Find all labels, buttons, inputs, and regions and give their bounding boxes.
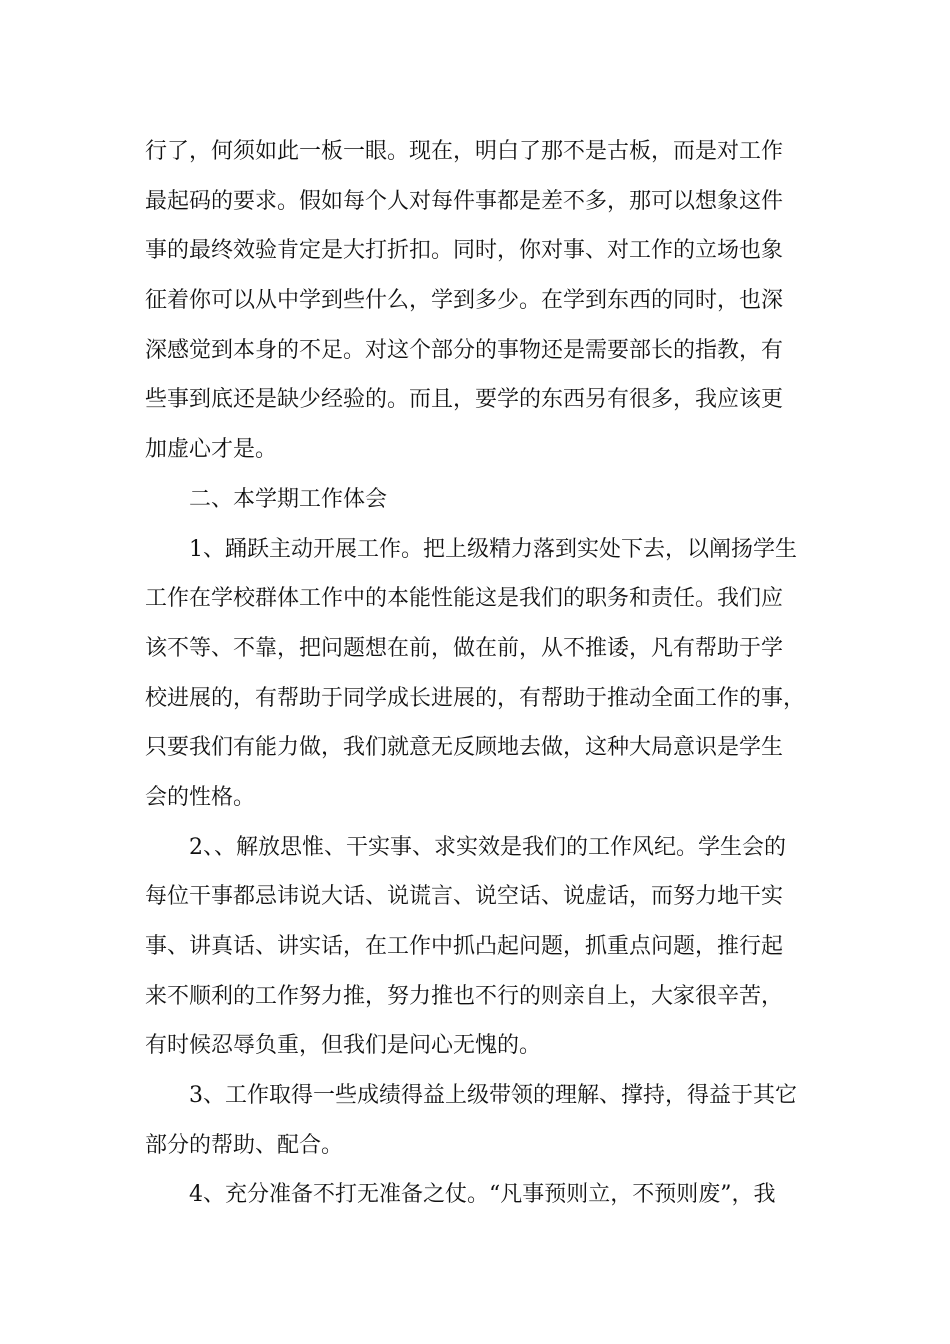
section-heading: 二、本学期工作体会 [189, 486, 388, 512]
text-line: 事的最终效验肯定是大打折扣。同时，你对事、对工作的立场也象 [145, 238, 784, 264]
text-line: 工作在学校群体工作中的本能性能这是我们的职务和责任。我们应 [145, 586, 784, 612]
text-line: 些事到底还是缺少经验的。而且，要学的东西另有很多，我应该更 [145, 387, 784, 413]
text-line: 该不等、不靠，把问题想在前，做在前，从不推诿，凡有帮助于学 [145, 635, 784, 661]
text-line: 最起码的要求。假如每个人对每件事都是差不多，那可以想象这件 [145, 188, 784, 214]
text-line: 校进展的，有帮助于同学成长进展的，有帮助于推动全面工作的事， [145, 685, 806, 711]
text-line: 每位干事都忌讳说大话、说谎言、说空话、说虚话，而努力地干实 [145, 884, 784, 910]
text-line: 部分的帮助、配合。 [145, 1132, 344, 1158]
text-line: 深感觉到本身的不足。对这个部分的事物还是需要部长的指教，有 [145, 337, 784, 363]
document-body [145, 127, 825, 1220]
text-line: 有时候忍辱负重，但我们是问心无愧的。 [145, 1033, 542, 1059]
text-line: 3、工作取得一些成绩得益上级带领的理解、撑持，得益于其它 [189, 1083, 797, 1109]
text-line: 4、充分准备不打无准备之仗。“凡事预则立，不预则废”，我 [189, 1182, 776, 1208]
text-line: 1、踊跃主动开展工作。把上级精力落到实处下去，以阐扬学生 [189, 536, 797, 562]
text-line: 只要我们有能力做，我们就意无反顾地去做，这种大局意识是学生 [145, 735, 784, 761]
text-line: 2、、解放思惟、干实事、求实效是我们的工作风纪。学生会的 [189, 834, 786, 860]
text-line: 征着你可以从中学到些什么，学到多少。在学到东西的同时，也深 [145, 288, 784, 314]
text-line: 行了，何须如此一板一眼。现在，明白了那不是古板，而是对工作 [145, 139, 784, 164]
text-line: 事、讲真话、讲实话，在工作中抓凸起问题，抓重点问题，推行起 [145, 934, 784, 959]
text-line: 会的性格。 [145, 784, 256, 810]
text-line: 加虚心才是。 [145, 437, 278, 463]
text-line: 来不顺利的工作努力推，努力推也不行的则亲自上，大家很辛苦， [145, 983, 784, 1009]
